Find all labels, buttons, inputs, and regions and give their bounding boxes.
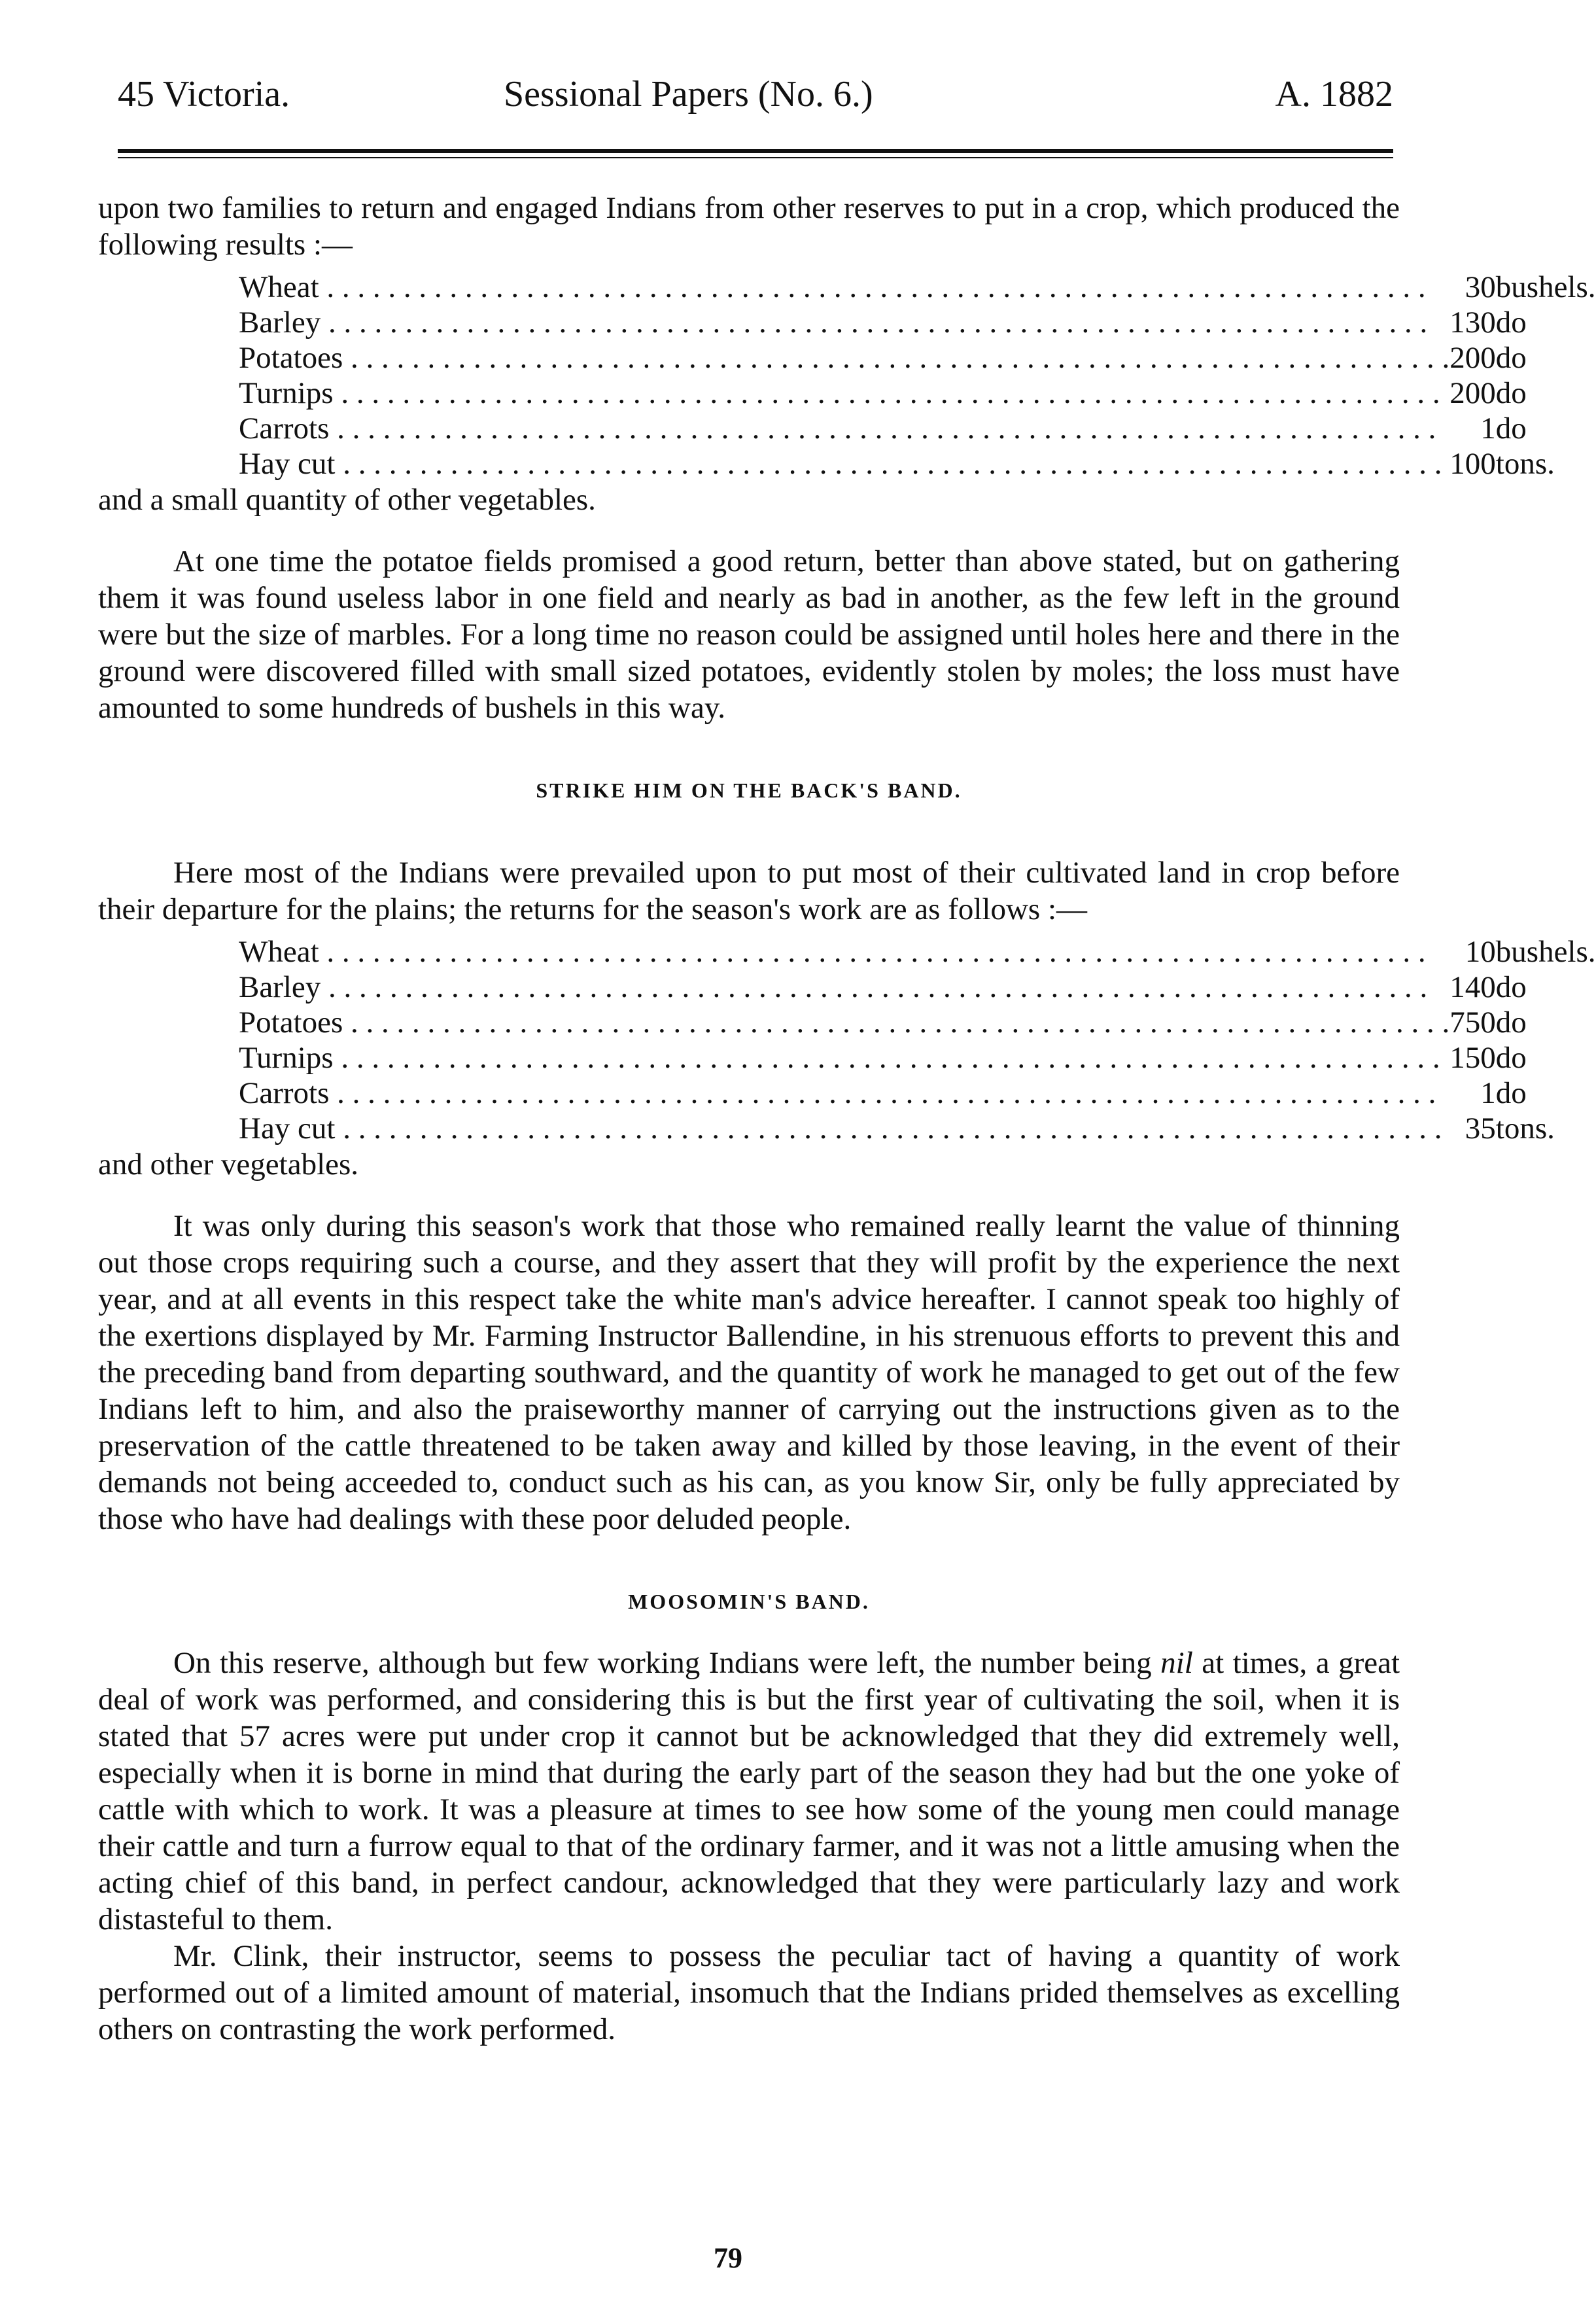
table-row — [239, 1075, 1596, 1111]
table-row — [239, 305, 1596, 340]
potatoes-paragraph: At one time the potatoe fields promised a good return, better than above stated, but on gathering them it was found useless labor in one field and nearly as bad in another, as the few left in the ground were but the size of marbles. For a long time no reason could be assigned until holes here and there in the ground were discovered filled with small sized potatoes, evidently stolen by moles; the loss must have amounted to some hundreds of bushels in this way. — [98, 544, 1400, 725]
crop-table-2 — [239, 934, 1596, 1146]
page-body — [98, 190, 1596, 2048]
header-session: 45 Victoria. — [118, 74, 290, 114]
thinning-paragraph: It was only during this season's work that those who remained really learnt the value of thinning out those crops requiring such a course, and they assert that they will profit by the experience the next year, and at all events in this respect take the white man's advice hereafter. I cannot speak too highly of the exertions displayed by Mr. Farming Instructor Ballendine, in his strenuous efforts to prevent this and the preceding band from departing southward, and the quantity of work he managed to get out of the few Indians left to him, and also the praiseworthy manner of carrying out the instructions given as to the preservation of the cattle threatened to be taken away and killed by those leaving, in the event of their demands not being acceeded to, conduct such as his can, as you know Sir, only be fully appreciated by those who have had dealings with these poor deluded people. — [98, 1209, 1400, 1536]
moosomin-text-start: On this reserve, although but few working Indians were left, the number being — [173, 1646, 1152, 1680]
crop-quantity: 150 — [1449, 1041, 1496, 1075]
crop-quantity: 130 — [1449, 306, 1496, 340]
crop-quantity: 140 — [1449, 970, 1496, 1004]
clink-paragraph: Mr. Clink, their instructor, seems to possess the peculiar tact of having a quantity of work performed out of a limited amount of material, insomuch that the Indians prided themselves as excelling others on contrasting the work performed. — [98, 1939, 1400, 2046]
table-row — [239, 270, 1596, 305]
header-rule-thick — [118, 149, 1393, 153]
intro-paragraph: upon two families to return and engaged Indians from other reserves to put in a crop, which produced the following results :— — [98, 191, 1400, 262]
crop-unit: do — [1495, 1041, 1527, 1075]
table-row — [239, 970, 1596, 1005]
crop-unit: tons. — [1495, 1111, 1555, 1145]
table-row — [239, 1111, 1596, 1146]
crop-name: Potatoes . . . — [239, 340, 1449, 376]
crop-quantity: 35 — [1465, 1111, 1496, 1145]
crop-quantity: 10 — [1465, 935, 1496, 969]
crop-unit: do — [1495, 1076, 1527, 1110]
crop-unit: do — [1495, 306, 1527, 340]
crop-quantity: 200 — [1449, 376, 1496, 410]
crop-unit: tons. — [1495, 447, 1555, 481]
page-number: 79 — [714, 2242, 742, 2274]
crop-quantity: 100 — [1449, 447, 1496, 481]
crop-quantity: 1 — [1480, 411, 1496, 446]
crop-quantity: 200 — [1449, 341, 1496, 375]
moosomin-text-nil: nil — [1160, 1646, 1193, 1680]
table-2-note: and other vegetables. — [98, 1147, 359, 1181]
crop-name: Carrots . . . — [239, 411, 1449, 446]
crop-name: Hay cut . . . — [239, 446, 1449, 481]
strike-paragraph: Here most of the Indians were prevailed upon to put most of their cultivated land in crop before their departure for the plains; the returns for the season's work are as follows :— — [98, 856, 1400, 926]
header-rule-thin — [118, 157, 1393, 158]
table-row — [239, 1040, 1596, 1075]
header-year: A. 1882 — [1275, 74, 1393, 114]
crop-unit: do — [1495, 341, 1527, 375]
crop-unit: do — [1495, 411, 1527, 446]
crop-name: Potatoes . . . — [239, 1005, 1449, 1040]
crop-name: Wheat . . . — [239, 934, 1449, 970]
table-row — [239, 934, 1596, 970]
table-1-note: and a small quantity of other vegetables. — [98, 483, 596, 517]
section-title-moosomin: MOOSOMIN'S BAND. — [628, 1590, 870, 1613]
page-header — [118, 73, 1393, 126]
crop-unit: bushels. — [1495, 935, 1596, 969]
crop-unit: do — [1495, 376, 1527, 410]
table-row — [239, 446, 1596, 481]
table-row — [239, 376, 1596, 411]
table-row — [239, 340, 1596, 376]
moosomin-paragraph — [98, 1645, 1400, 1938]
crop-unit: do — [1495, 1005, 1527, 1040]
header-title: Sessional Papers (No. 6.) — [504, 74, 873, 114]
crop-name: Carrots . . . — [239, 1075, 1449, 1111]
crop-unit: do — [1495, 970, 1527, 1004]
crop-name: Turnips . . . — [239, 1040, 1449, 1075]
crop-name: Wheat . . . — [239, 270, 1449, 305]
section-title-strike: STRIKE HIM ON THE BACK'S BAND. — [536, 778, 962, 802]
crop-quantity: 1 — [1480, 1076, 1496, 1110]
table-row — [239, 1005, 1596, 1040]
crop-name: Barley . . . — [239, 970, 1449, 1005]
crop-table-1 — [239, 270, 1596, 481]
moosomin-text-rest: at times, a great deal of work was performed, and considering this is but the first year of cultivating the soil, when it is stated that 57 acres were put under crop it cannot but be acknowledged that they did extremely well, especially when it is borne in mind that during the early part of the season they had but the one yoke of cattle with which to work. It was a pleasure at times to see how some of the young men could manage their cattle and turn a furrow equal to that of the ordinary farmer, and it was not a little amusing when the acting chief of this band, in perfect candour, acknowledged that they were particularly lazy and work distasteful to them. — [98, 1646, 1400, 1936]
crop-quantity: 750 — [1449, 1005, 1496, 1040]
crop-unit: bushels. — [1495, 270, 1596, 304]
table-row — [239, 411, 1596, 446]
crop-name: Turnips . . . — [239, 376, 1449, 411]
crop-name: Hay cut . . . — [239, 1111, 1449, 1146]
crop-name: Barley . . . — [239, 305, 1449, 340]
crop-quantity: 30 — [1465, 270, 1496, 304]
